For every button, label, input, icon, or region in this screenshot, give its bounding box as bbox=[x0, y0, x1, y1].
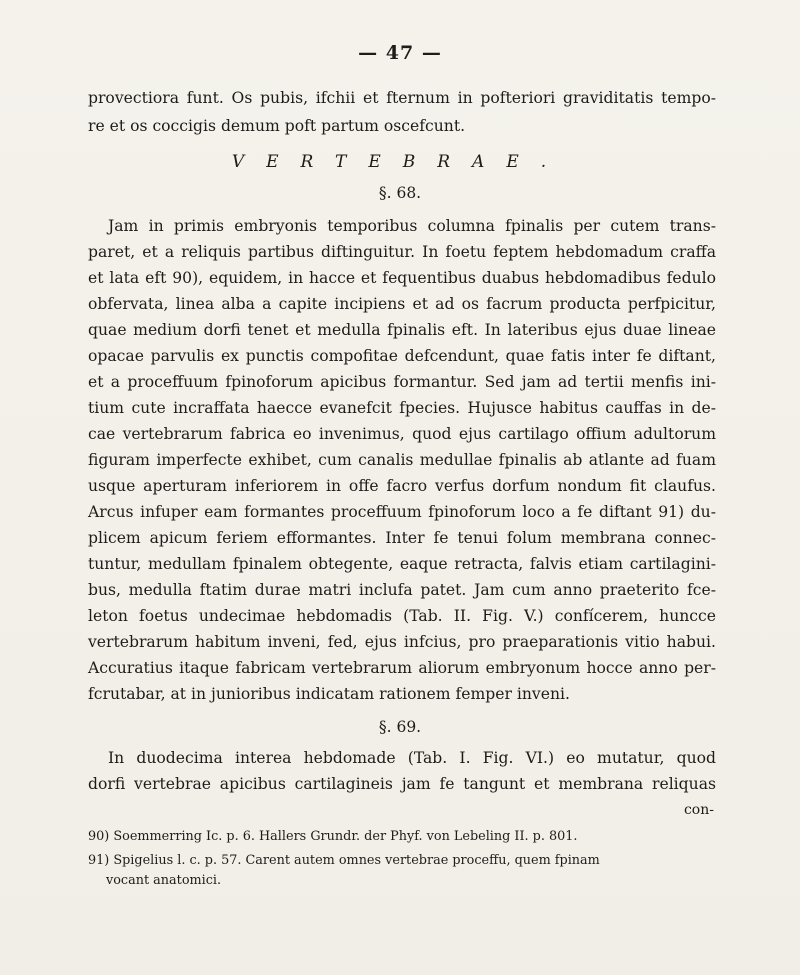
text-line: tuntur, medullam fpinalem obtegente, eaque retracta, falvis etiam cartilagini- bbox=[88, 555, 716, 573]
text-line: cae vertebrarum fabrica eo invenimus, quod ejus cartilago offium adultorum bbox=[88, 425, 716, 443]
text-line: usque aperturam inferiorem in offe facro verfus dorfum nondum fit claufus. bbox=[88, 477, 716, 495]
section-mark-69: §. 69. bbox=[378, 718, 422, 736]
text-line: bus, medulla ftatim durae matri inclufa patet. Jam cum anno praeterito fce- bbox=[88, 581, 716, 599]
text-line: quae medium dorfi tenet et medulla fpinalis eft. In lateribus ejus duae lineae bbox=[88, 321, 716, 339]
text-line: fcrutabar, at in junioribus indicatam rationem femper inveni. bbox=[88, 685, 570, 703]
text-line: leton foetus undecimae hebdomadis (Tab. II. Fig. V.) confícerem, huncce bbox=[88, 607, 716, 625]
text-line: paret, et a reliquis partibus diftinguitur. In foetu feptem hebdomadum craffa bbox=[88, 243, 716, 261]
text-line: dorfi vertebrae apicibus cartilagineis jam fe tangunt et membrana reliquas bbox=[88, 775, 716, 793]
text-line: tium cute incraffata haecce evanefcit fpecies. Hujusce habitus cauffas in de- bbox=[88, 399, 716, 417]
text-line: figuram imperfecte exhibet, cum canalis medullae fpinalis ab atlante ad fuam bbox=[88, 451, 716, 469]
chapter-title: VERTEBRAE. bbox=[231, 152, 569, 172]
footnote: 90) Soemmerring Ic. p. 6. Hallers Grundr. der Phyf. von Lebeling II. p. 801. bbox=[88, 829, 578, 844]
text-line: Arcus infuper eam formantes proceffuum fpinoforum loco a fe diftant 91) du- bbox=[88, 503, 716, 521]
text-line: Accuratius itaque fabricam vertebrarum aliorum embryonum hocce anno per- bbox=[88, 659, 716, 677]
text-line: et a proceffuum fpinoforum apicibus formantur. Sed jam ad tertii menfis ini- bbox=[88, 373, 716, 391]
text-line: Jam in primis embryonis temporibus columna fpinalis per cutem trans- bbox=[108, 217, 716, 235]
footnote: 91) Spigelius l. c. p. 57. Carent autem omnes vertebrae proceffu, quem fpinam bbox=[88, 853, 600, 868]
text-line: re et os coccigis demum poft partum oscefcunt. bbox=[88, 117, 466, 135]
text-line: et lata eft 90), equidem, in hacce et fequentibus duabus hebdomadibus fedulo bbox=[88, 269, 716, 287]
text-line: obfervata, linea alba a capite incipiens et ad os facrum producta perfpicitur, bbox=[88, 295, 716, 313]
text-line: In duodecima interea hebdomade (Tab. I. Fig. VI.) eo mutatur, quod bbox=[108, 749, 716, 767]
text-line: provectiora funt. Os pubis, ifchii et fternum in pofteriori graviditatis tempo- bbox=[88, 89, 716, 107]
section-mark-68: §. 68. bbox=[378, 184, 422, 202]
text-line: opacae parvulis ex punctis compofitae defcendunt, quae fatis inter fe diftant, bbox=[88, 347, 716, 365]
text-line: vertebrarum habitum inveni, fed, ejus infcius, pro praeparationis vitio habui. bbox=[88, 633, 716, 651]
catchword: con- bbox=[683, 802, 714, 818]
text-line: plicem apicum feriem efformantes. Inter fe tenui folum membrana connec- bbox=[88, 529, 716, 547]
footnote-continuation: vocant anatomici. bbox=[106, 873, 222, 888]
page-number: — 47 — bbox=[358, 42, 442, 64]
